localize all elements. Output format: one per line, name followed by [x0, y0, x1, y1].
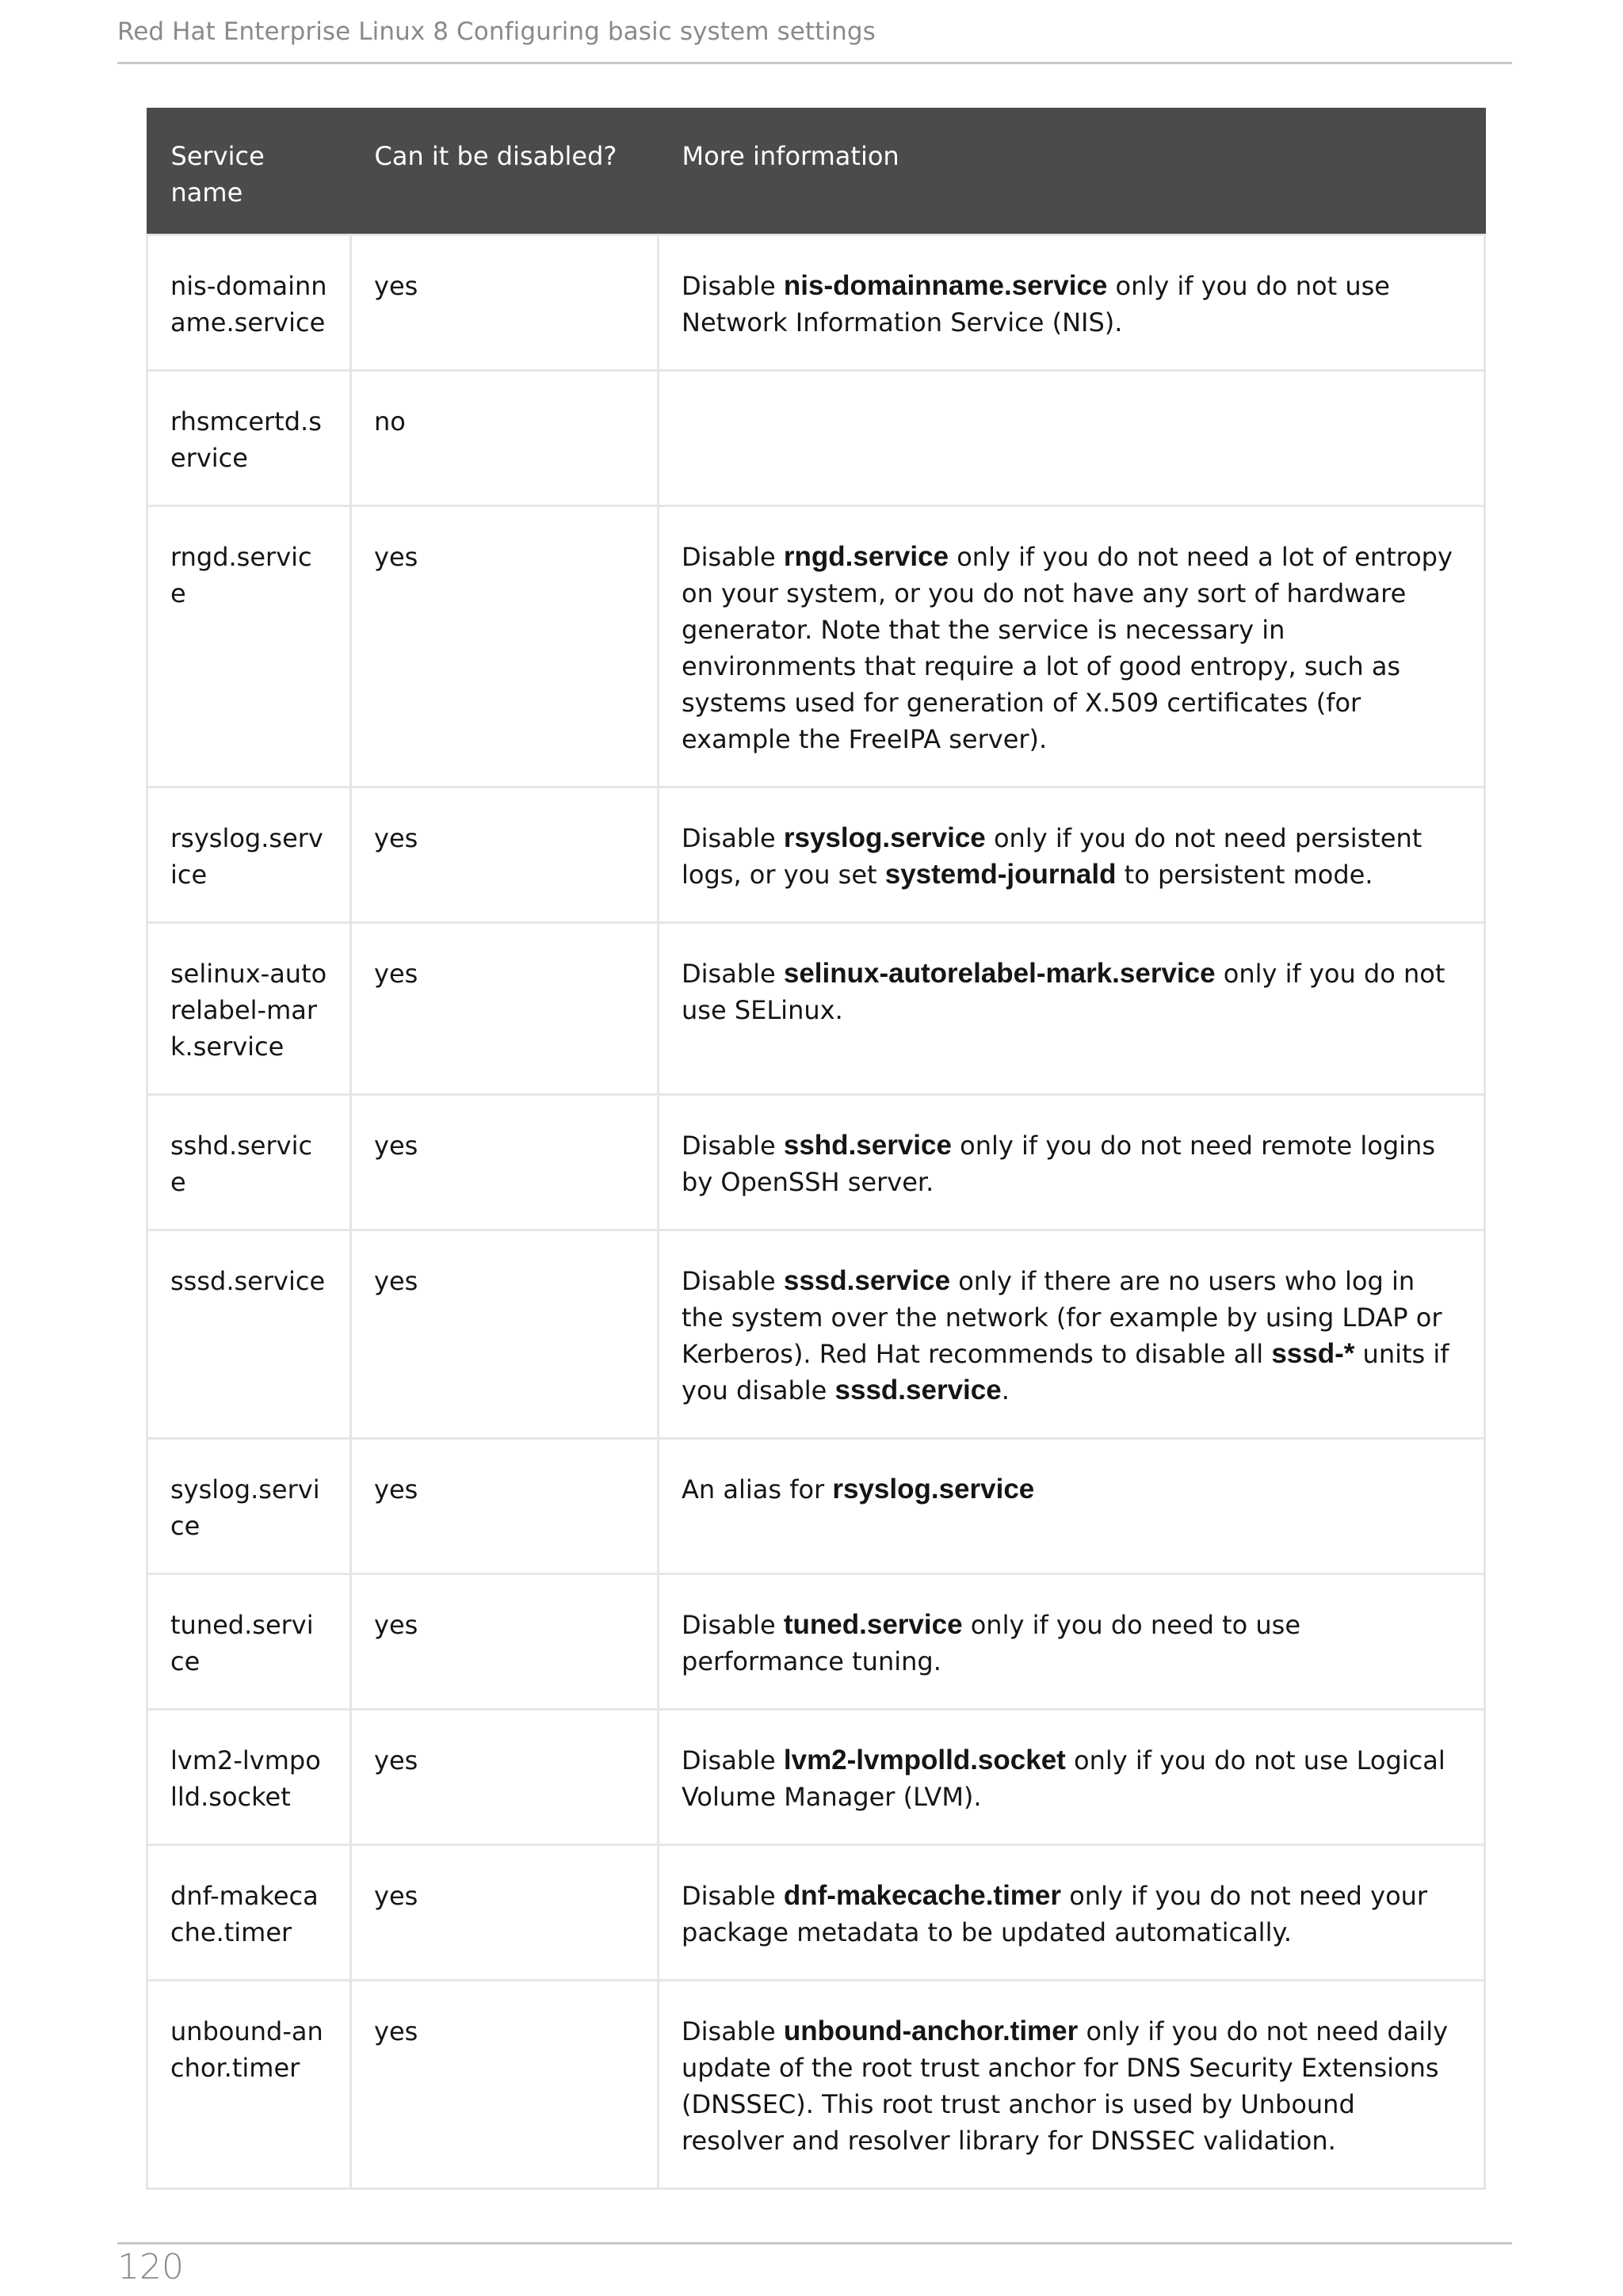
info-text: Disable [682, 271, 784, 301]
info-text: only if you do not need your package metadata to be updated automatically. [682, 1881, 1428, 1947]
can-disable-cell: yes [351, 1095, 659, 1230]
unit-name-code: tuned.service [783, 1609, 963, 1640]
column-header-service-name: Service name [147, 109, 351, 235]
service-name-cell: sssd.service [147, 1230, 351, 1439]
can-disable-cell: no [351, 371, 659, 506]
unit-name-code: unbound-anchor.timer [783, 2016, 1079, 2046]
info-text: Disable [682, 959, 784, 989]
service-name-cell: rsyslog.service [147, 788, 351, 923]
service-name-cell: nis-domainname.service [147, 235, 351, 371]
service-name-cell: tuned.service [147, 1574, 351, 1710]
can-disable-cell: yes [351, 788, 659, 923]
info-text: only if you do not need daily update of the root trust anchor for DNS Security Extensions (DNSSEC). This root trust anchor is used by Unbound resolver and resolver library for DNSSEC validation. [682, 2016, 1449, 2156]
info-text: only if you do not use Network Information Service (NIS). [682, 271, 1390, 338]
more-info-cell [659, 1095, 1485, 1230]
info-text: only if you do not use Logical Volume Manager (LVM). [682, 1745, 1445, 1812]
info-text: . [1001, 1375, 1010, 1405]
page-number: 120 [117, 2247, 184, 2287]
table-row [147, 506, 1485, 788]
can-disable-cell: yes [351, 1574, 659, 1710]
info-text: units if you disable [682, 1339, 1449, 1405]
info-text: Disable [682, 1745, 784, 1775]
info-text: only if there are no users who log in the system over the network (for example by using LDAP or Kerberos). Red Hat recommends to disable all [682, 1266, 1442, 1369]
info-text: only if you do not need persistent logs, or you set [682, 823, 1423, 890]
service-name-cell: lvm2-lvmpolld.socket [147, 1710, 351, 1845]
column-header-can-disable: Can it be disabled? [351, 109, 659, 235]
service-name-cell: unbound-anchor.timer [147, 1981, 351, 2189]
more-info-cell [659, 1574, 1485, 1710]
unit-name-code: sssd.service [783, 1265, 951, 1296]
can-disable-cell: yes [351, 235, 659, 371]
info-text: only if you do need to use performance tuning. [682, 1610, 1300, 1676]
unit-name-code: sssd-* [1271, 1338, 1355, 1369]
info-text: Disable [682, 1131, 784, 1161]
unit-name-code: sshd.service [783, 1130, 952, 1161]
service-name-cell: rngd.service [147, 506, 351, 788]
can-disable-cell: yes [351, 1845, 659, 1981]
table-header-row [147, 109, 1485, 235]
info-text: Disable [682, 823, 784, 853]
can-disable-cell: yes [351, 1710, 659, 1845]
info-text: Disable [682, 2016, 784, 2046]
info-text: An alias for [682, 1474, 833, 1505]
service-name-cell: sshd.service [147, 1095, 351, 1230]
table-row [147, 235, 1485, 371]
unit-name-code: dnf-makecache.timer [783, 1880, 1062, 1911]
unit-name-code: rngd.service [783, 541, 949, 572]
table-row [147, 1095, 1485, 1230]
table-row [147, 788, 1485, 923]
can-disable-cell: yes [351, 923, 659, 1095]
service-name-cell: syslog.service [147, 1439, 351, 1574]
services-table [146, 108, 1486, 2190]
unit-name-code: lvm2-lvmpolld.socket [783, 1745, 1066, 1775]
can-disable-cell: yes [351, 506, 659, 788]
more-info-cell [659, 371, 1485, 506]
can-disable-cell: yes [351, 1439, 659, 1574]
more-info-cell [659, 788, 1485, 923]
service-name-cell: selinux-autorelabel-mark.service [147, 923, 351, 1095]
unit-name-code: rsyslog.service [832, 1474, 1035, 1505]
more-info-cell [659, 1710, 1485, 1845]
info-text: Disable [682, 1610, 784, 1640]
table-row [147, 1230, 1485, 1439]
info-text: only if you do not use SELinux. [682, 959, 1445, 1025]
unit-name-code: nis-domainname.service [783, 270, 1108, 301]
table-row [147, 1981, 1485, 2189]
table-row [147, 1439, 1485, 1574]
more-info-cell [659, 1439, 1485, 1574]
unit-name-code: selinux-autorelabel-mark.service [783, 958, 1216, 989]
info-text: Disable [682, 1266, 784, 1296]
more-info-cell [659, 235, 1485, 371]
table-body [147, 235, 1485, 2189]
table-row [147, 923, 1485, 1095]
more-info-cell [659, 1845, 1485, 1981]
column-header-more-info: More information [659, 109, 1485, 235]
unit-name-code: systemd-journald [884, 859, 1117, 890]
info-text: only if you do not need a lot of entropy on your system, or you do not have any sort of hardware generator. Note that the service is necessary in environments that require a lot of good entropy, such as systems used for generation of X.509 certificates (for example the FreeIPA server). [682, 542, 1453, 754]
header-divider [117, 62, 1512, 64]
info-text: Disable [682, 1881, 784, 1911]
service-name-cell: dnf-makecache.timer [147, 1845, 351, 1981]
can-disable-cell: yes [351, 1981, 659, 2189]
info-text: only if you do not need remote logins by OpenSSH server. [682, 1131, 1435, 1197]
more-info-cell [659, 923, 1485, 1095]
table-row [147, 1710, 1485, 1845]
table-row [147, 371, 1485, 506]
unit-name-code: sssd.service [834, 1375, 1002, 1405]
table-row [147, 1845, 1485, 1981]
more-info-cell [659, 1981, 1485, 2189]
service-name-cell: rhsmcertd.service [147, 371, 351, 506]
running-header: Red Hat Enterprise Linux 8 Configuring basic system settings [117, 17, 876, 46]
more-info-cell [659, 1230, 1485, 1439]
info-text: to persistent mode. [1116, 860, 1373, 890]
unit-name-code: rsyslog.service [783, 822, 986, 853]
footer-divider [117, 2242, 1512, 2245]
info-text: Disable [682, 542, 784, 572]
more-info-cell [659, 506, 1485, 788]
can-disable-cell: yes [351, 1230, 659, 1439]
table-row [147, 1574, 1485, 1710]
